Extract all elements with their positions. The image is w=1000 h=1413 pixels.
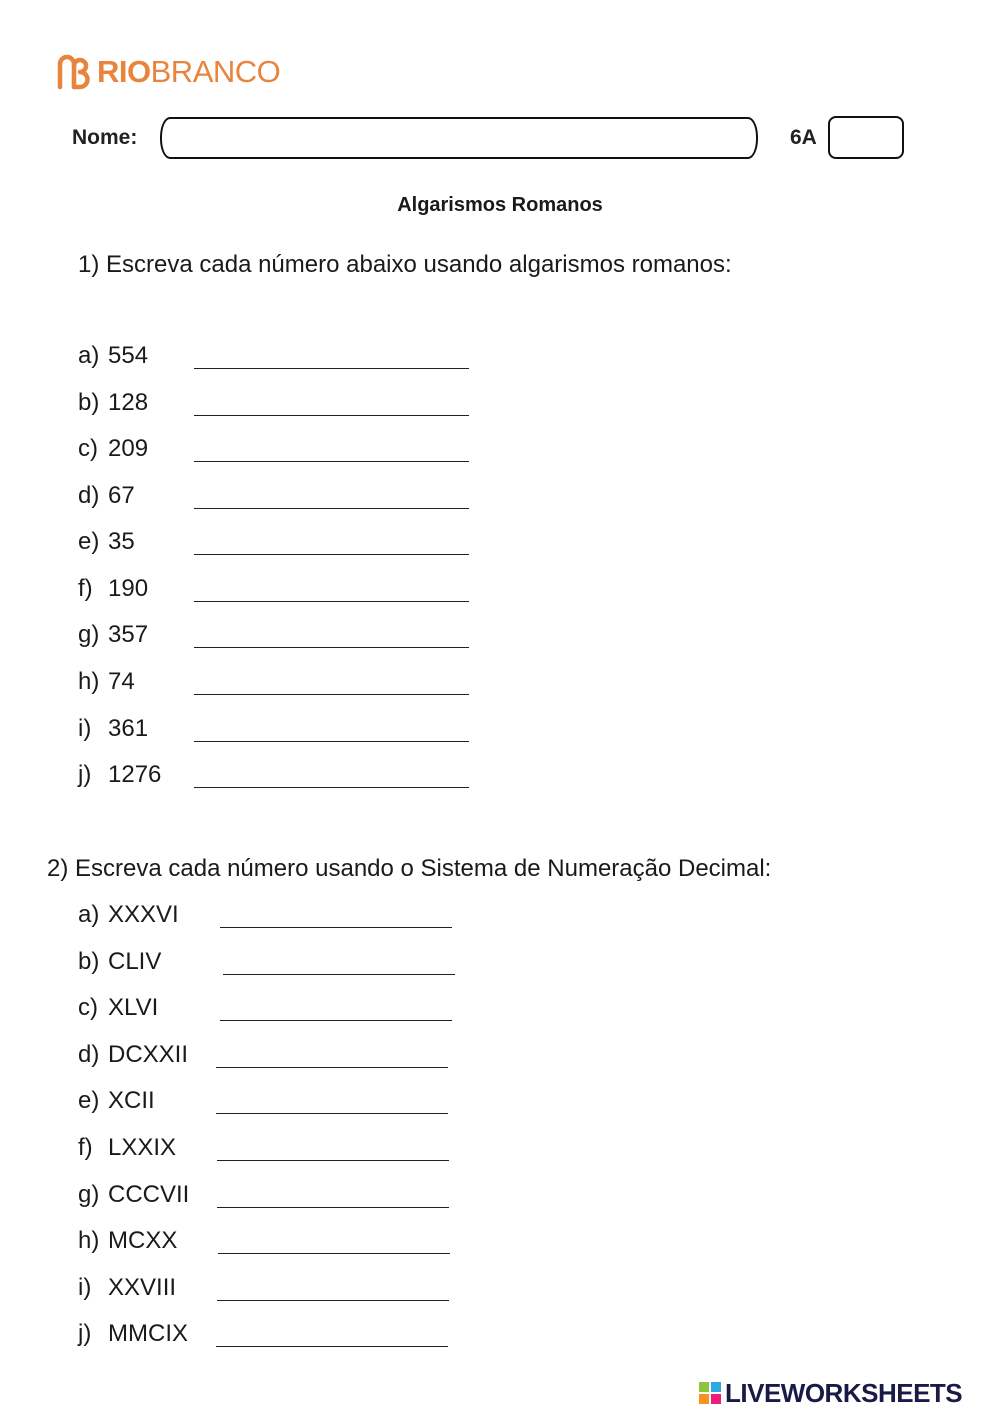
riobranco-logo-icon bbox=[55, 54, 91, 90]
item-value: MCXX bbox=[108, 1227, 178, 1254]
item-letter: c) bbox=[78, 435, 98, 462]
item-letter: j) bbox=[78, 761, 92, 788]
item-value: XXVIII bbox=[108, 1274, 177, 1301]
answer-line[interactable] bbox=[216, 1067, 448, 1068]
item-letter: i) bbox=[78, 715, 92, 742]
answer-line[interactable] bbox=[194, 741, 469, 742]
item-letter: c) bbox=[78, 994, 98, 1021]
item-letter: d) bbox=[78, 482, 100, 509]
item-value: 128 bbox=[108, 389, 149, 416]
answer-line[interactable] bbox=[217, 1207, 449, 1208]
name-label: Nome: bbox=[72, 126, 138, 149]
liveworksheets-logo-icon bbox=[698, 1381, 722, 1405]
answer-line[interactable] bbox=[194, 787, 469, 788]
answer-line[interactable] bbox=[216, 1346, 448, 1347]
item-letter: b) bbox=[78, 948, 100, 975]
answer-line[interactable] bbox=[220, 1020, 452, 1021]
item-value: XXXVI bbox=[108, 901, 179, 928]
answer-line[interactable] bbox=[194, 461, 469, 462]
answer-line[interactable] bbox=[217, 1160, 449, 1161]
answer-line[interactable] bbox=[223, 974, 455, 975]
item-letter: a) bbox=[78, 901, 100, 928]
item-value: 190 bbox=[108, 575, 149, 602]
item-letter: j) bbox=[78, 1320, 92, 1347]
liveworksheets-text: LIVEWORKSHEETS bbox=[725, 1377, 963, 1408]
item-letter: g) bbox=[78, 1181, 100, 1208]
item-letter: f) bbox=[78, 1134, 93, 1161]
name-input[interactable] bbox=[160, 117, 758, 159]
page-title: Algarismos Romanos bbox=[397, 194, 603, 216]
item-value: MMCIX bbox=[108, 1320, 188, 1347]
answer-line[interactable] bbox=[217, 1300, 449, 1301]
item-letter: a) bbox=[78, 342, 100, 369]
answer-line[interactable] bbox=[194, 508, 469, 509]
answer-line[interactable] bbox=[220, 927, 452, 928]
question-1-heading: 1) Escreva cada número abaixo usando algarismos romanos: bbox=[78, 251, 732, 278]
item-letter: i) bbox=[78, 1274, 92, 1301]
item-value: 357 bbox=[108, 621, 149, 648]
item-value: XLVI bbox=[108, 994, 159, 1021]
answer-line[interactable] bbox=[194, 368, 469, 369]
item-value: 554 bbox=[108, 342, 149, 369]
liveworksheets-brand bbox=[698, 1378, 962, 1408]
item-value: 67 bbox=[108, 482, 135, 509]
item-letter: d) bbox=[78, 1041, 100, 1068]
item-letter: h) bbox=[78, 1227, 100, 1254]
item-value: LXXIX bbox=[108, 1134, 177, 1161]
logo-text-branco: BRANCO bbox=[150, 54, 281, 89]
item-letter: b) bbox=[78, 389, 100, 416]
logo-text-rio: RIO bbox=[97, 54, 151, 89]
item-letter: e) bbox=[78, 1087, 100, 1114]
answer-line[interactable] bbox=[194, 415, 469, 416]
class-input[interactable] bbox=[828, 116, 904, 159]
item-value: 35 bbox=[108, 528, 135, 555]
item-letter: h) bbox=[78, 668, 100, 695]
item-value: 361 bbox=[108, 715, 149, 742]
item-value: DCXXII bbox=[108, 1041, 189, 1068]
item-value: CLIV bbox=[108, 948, 162, 975]
question-2-heading: 2) Escreva cada número usando o Sistema de Numeração Decimal: bbox=[47, 855, 772, 882]
item-letter: g) bbox=[78, 621, 100, 648]
answer-line[interactable] bbox=[194, 554, 469, 555]
item-value: 1276 bbox=[108, 761, 162, 788]
answer-line[interactable] bbox=[194, 647, 469, 648]
item-value: CCCVII bbox=[108, 1181, 190, 1208]
answer-line[interactable] bbox=[218, 1253, 450, 1254]
item-value: 74 bbox=[108, 668, 135, 695]
item-letter: f) bbox=[78, 575, 93, 602]
class-label: 6A bbox=[790, 126, 817, 149]
item-value: 209 bbox=[108, 435, 149, 462]
answer-line[interactable] bbox=[194, 601, 469, 602]
riobranco-logo bbox=[55, 52, 280, 92]
answer-line[interactable] bbox=[194, 694, 469, 695]
item-letter: e) bbox=[78, 528, 100, 555]
item-value: XCII bbox=[108, 1087, 155, 1114]
answer-line[interactable] bbox=[216, 1113, 448, 1114]
